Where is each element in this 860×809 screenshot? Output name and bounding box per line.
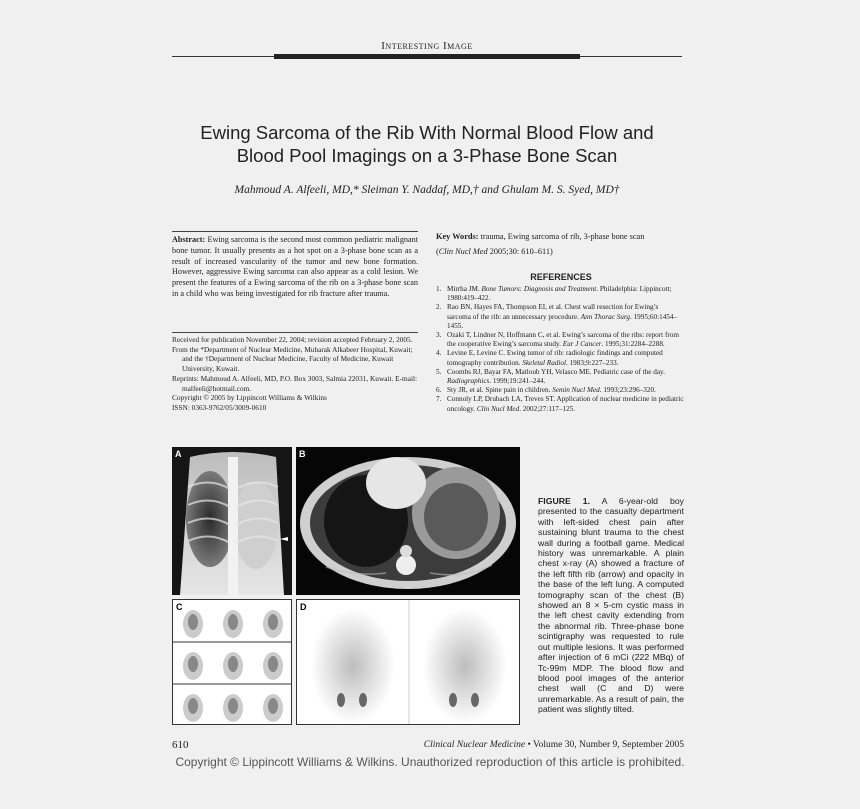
reference-details: . 1995;60:1454–1455. (447, 312, 678, 330)
reference-details: . 1999;19:241–244. (489, 377, 546, 386)
citation: (Clin Nucl Med 2005;30: 610–611) (436, 247, 553, 256)
reference-source: Eur J Cancer (562, 340, 602, 349)
blood-pool-images (297, 600, 520, 725)
figure-label-c: C (176, 602, 183, 612)
affiliations: From the *Department of Nuclear Medicine, Mubarak Alkabeer Hospital, Kuwait; and the †Department of Nuclear Medicine, Faculty of Medicine, Kuwait University, Kuwait. (172, 344, 413, 374)
keywords-text: trauma, Ewing sarcoma of rib, 3-phase bone scan (480, 232, 645, 241)
caption-text: A 6-year-old boy presented to the casualty department with left-sided chest pain after sustaining blunt trauma to the chest wall during a football game. Medical history was unremarkable. A plain chest x-ray (A) showed a fracture of the left fifth rib (arrow) and opacity in the base of the left lung. A computed tomography scan of the chest (B) showed an 8 × 5-cm cystic mass in the left chest cavity extending from the abnormal rib. Three-phase bone scintigraphy was requested to rule out multiple lesions. It was performed after injection of 6 mCi (222 MBq) of Tc-99m MDP. The blood flow and blood pool images of the anterior chest wall (C and D) were unremarkable. As a result of pain, the patient was slightly tilted. (538, 496, 684, 715)
received-rule (172, 332, 418, 333)
figure-c-blood-flow (172, 599, 292, 725)
reference-source: Semin Nucl Med (552, 386, 600, 395)
reference-text: Coombs RJ, Bayar FA, Matloub YH, Velasco ME. Pediatric case of the day. (447, 367, 665, 376)
reference-text: Levine E, Levine C. Ewing tumor of rib: radiologic findings and computed tomography contribution. (447, 349, 663, 367)
article-info (172, 335, 418, 413)
reference-item (436, 285, 684, 303)
reference-details: . 1995;31:2284–2288. (601, 340, 665, 349)
copyright-notice: Copyright © 2005 by Lippincott Williams & Wilkins (172, 393, 327, 403)
caption-label: FIGURE 1. (538, 496, 591, 506)
reference-item (436, 395, 684, 413)
issn: ISSN: 0363-9762/05/3009-0610 (172, 402, 267, 412)
reference-details: . 1983;9:227–233. (565, 358, 619, 367)
abstract-label: Abstract: (172, 235, 206, 244)
reference-text: Mirrha JM. (447, 285, 482, 293)
figure-label-a: A (175, 449, 182, 459)
reference-item (436, 303, 684, 331)
page-number: 610 (172, 739, 189, 751)
figure-label-b: B (299, 449, 306, 459)
copyright-footer: Copyright © Lippincott Williams & Wilkins. Unauthorized reproduction of this article is prohibited. (175, 755, 685, 769)
figure-d-blood-pool (296, 599, 520, 725)
journal-footer: Clinical Nuclear Medicine • Volume 30, Number 9, September 2005 (423, 740, 684, 750)
reference-number: 4. (436, 349, 442, 358)
reference-text: Rao BN, Hayes FA, Thompson EI, et al. Chest wall resection for Ewing’s sarcoma of the rib: an unnecessary procedure. (447, 303, 659, 321)
article-title (172, 121, 682, 167)
reference-item (436, 349, 684, 367)
header-bar (274, 54, 580, 59)
reference-number: 7. (436, 395, 442, 404)
blood-flow-grid (173, 600, 292, 725)
reprints: Reprints: Mahmoud A. Alfeeli, MD, P.O. Box 3003, Salmia 22031, Kuwait. E-mail: malfeeli@hotmail.com. (172, 373, 418, 393)
references-heading: REFERENCES (530, 272, 592, 282)
title-line-2: Blood Pool Imagings on a 3-Phase Bone Scan (236, 145, 618, 166)
figure-label-d: D (300, 602, 307, 612)
reference-number: 1. (436, 285, 442, 293)
citation-details: 2005;30: 610–611) (489, 247, 553, 256)
abstract (172, 235, 418, 300)
title-line-1: Ewing Sarcoma of the Rib With Normal Blood Flow and (200, 122, 654, 143)
reference-number: 6. (436, 386, 442, 395)
author-list: Mahmoud A. Alfeeli, MD,* Sleiman Y. Naddaf, MD,† and Ghulam M. S. Syed, MD† (234, 184, 620, 196)
figure-caption (538, 496, 684, 715)
keywords (436, 231, 686, 242)
citation-journal: Clin Nucl Med (438, 247, 488, 256)
keywords-label: Key Words: (436, 232, 479, 241)
reference-text: Ozaki T, Lindner N, Hoffmann C, et al. Ewing’s sarcoma of the ribs: report from the cooperative Ewing’s sarcoma study. (447, 331, 679, 349)
journal-name: Clinical Nuclear Medicine (423, 740, 526, 750)
reference-item (436, 386, 684, 395)
figure-b-ct-scan (296, 447, 520, 595)
xray-image (172, 447, 292, 595)
reference-number: 3. (436, 331, 442, 340)
section-header: Interesting Image (381, 40, 473, 52)
reference-details: . Philadelphia: Lippincott; 1980:419–422. (447, 285, 672, 303)
figure-a-chest-xray (172, 447, 292, 595)
reference-source: Ann Thorac Surg (580, 312, 630, 321)
reference-number: 5. (436, 367, 442, 376)
journal-issue: Volume 30, Number 9, September 2005 (532, 740, 684, 750)
ct-image (296, 447, 520, 595)
reference-list (436, 285, 684, 414)
abstract-text: Ewing sarcoma is the second most common pediatric malignant bone tumor. It usually presents as a hot spot on a 3-phase bone scan as a result of increased vascularity of the tumor and new bone formation. However, aggressive Ewing sarcoma can also appear as a cold lesion. We present the features of a Ewing sarcoma of the rib on a 3-phase bone scan in a child who was being investigated for rib fracture after trauma. (172, 235, 419, 298)
received-dates: Received for publication November 22, 2004; revision accepted February 2, 2005. (172, 335, 413, 344)
reference-source: Skeletal Radiol (522, 358, 566, 367)
reference-text: Sty JR, et al. Spine pain in children. (447, 386, 553, 395)
reference-details: . 1993;23:296–320. (599, 386, 656, 395)
abstract-rule (172, 231, 418, 232)
reference-text: Connoly LP, Drubach LA, Treves ST. Application of nuclear medicine in pediatric oncology. (447, 395, 684, 413)
reference-details: . 2002;27:117–125. (519, 404, 576, 413)
reference-source: Bone Tumors: Diagnosis and Treatment (481, 285, 597, 293)
reference-number: 2. (436, 303, 442, 312)
reference-source: Radiographics (447, 377, 490, 386)
reference-item (436, 331, 684, 349)
reference-source: Clin Nucl Med (476, 404, 520, 413)
reference-item (436, 368, 684, 386)
